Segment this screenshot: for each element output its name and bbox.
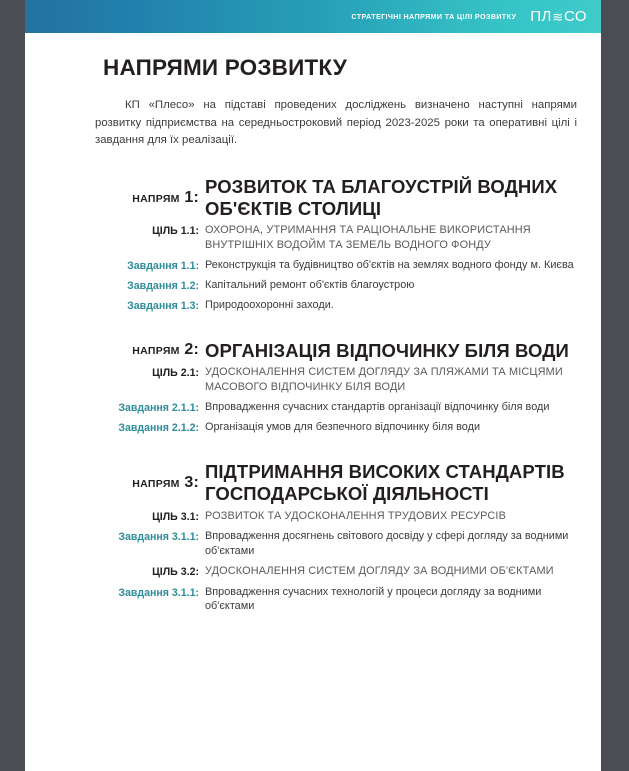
- direction-block: [47, 176, 579, 314]
- task-label: Завдання 3.1.1:: [118, 530, 199, 543]
- direction-label: [47, 189, 205, 207]
- task-row: [47, 585, 579, 614]
- direction-label-word: НАПРЯМ: [132, 192, 180, 205]
- header-tagline: СТРАТЕГІЧНІ НАПРЯМИ ТА ЦІЛІ РОЗВИТКУ: [351, 12, 517, 21]
- task-row: [47, 400, 579, 415]
- task-text: Впровадження сучасних стандартів організації відпочинку біля води: [205, 400, 550, 413]
- intro-paragraph: КП «Плесо» на підставі проведених досліджень визначено наступні напрями розвитку підприємства на середньостроковий період 2023-2025 роки та оперативні цілі і завдання для їх реалізації.: [95, 99, 577, 147]
- direction-label: [47, 474, 205, 492]
- task-label: Завдання 1.1:: [127, 259, 199, 272]
- goal-label: ЦІЛЬ 3.1:: [152, 510, 199, 523]
- direction-block: [47, 461, 579, 614]
- document-header-band: [25, 0, 601, 33]
- direction-title: РОЗВИТОК ТА БЛАГОУСТРІЙ ВОДНИХ ОБ'ЄКТІВ СТОЛИЦІ: [205, 176, 558, 219]
- direction-label-number: 2:: [179, 341, 199, 359]
- wave-icon: ≋: [552, 9, 564, 25]
- task-row: [47, 529, 579, 558]
- goal-label: ЦІЛЬ 2.1:: [152, 367, 199, 380]
- page-title: НАПРЯМИ РОЗВИТКУ: [103, 55, 348, 80]
- task-label: Завдання 1.2:: [127, 280, 199, 293]
- task-text: Реконструкція та будівництво об'єктів на землях водного фонду м. Києва: [205, 258, 574, 271]
- task-label: Завдання 3.1.1:: [118, 586, 199, 599]
- document-body: [25, 55, 601, 614]
- direction-label: [47, 341, 205, 359]
- direction-label-word: НАПРЯМ: [132, 345, 180, 358]
- direction-heading: [47, 176, 579, 219]
- document-page: [25, 0, 601, 771]
- goal-label: ЦІЛЬ 1.1:: [152, 225, 199, 238]
- task-row: [47, 278, 579, 293]
- task-text: Впровадження сучасних технологій у процеси догляду за водними об'єктами: [205, 585, 542, 613]
- direction-heading: [47, 340, 579, 362]
- directions-list: [47, 176, 579, 614]
- logo-text-right: СО: [564, 8, 587, 25]
- task-row: [47, 420, 579, 435]
- pleso-logo: [530, 8, 587, 25]
- goal-row: [47, 509, 579, 524]
- direction-label-word: НАПРЯМ: [132, 477, 180, 490]
- task-label: Завдання 2.1.2:: [118, 422, 199, 434]
- task-label: Завдання 1.3:: [127, 300, 199, 313]
- goal-text: ОХОРОНА, УТРИМАННЯ ТА РАЦІОНАЛЬНЕ ВИКОРИСТАННЯ ВНУТРІШНІХ ВОДОЙМ ТА ЗЕМЕЛЬ ВОДНОГО ФОНДУ: [205, 224, 531, 252]
- task-text: Впровадження досягнень світового досвіду у сфері догляду за водними об'єктами: [205, 529, 569, 557]
- direction-label-number: 3:: [179, 473, 199, 491]
- logo-text-left: ПЛ: [530, 8, 552, 25]
- task-text: Капітальний ремонт об'єктів благоустрою: [205, 279, 415, 292]
- direction-title: ПІДТРИМАННЯ ВИСОКИХ СТАНДАРТІВ ГОСПОДАРСЬКОЇ ДІЯЛЬНОСТІ: [205, 461, 565, 504]
- direction-block: [47, 340, 579, 436]
- task-text: Організація умов для безпечного відпочинку біля води: [205, 421, 481, 433]
- task-label: Завдання 2.1.1:: [118, 401, 199, 414]
- goal-row: [47, 223, 579, 252]
- task-row: [47, 298, 579, 313]
- goal-text: УДОСКОНАЛЕННЯ СИСТЕМ ДОГЛЯДУ ЗА ВОДНИМИ ОБ'ЄКТАМИ: [205, 565, 554, 578]
- task-row: [47, 258, 579, 273]
- goal-text: РОЗВИТОК ТА УДОСКОНАЛЕННЯ ТРУДОВИХ РЕСУРСІВ: [205, 509, 507, 522]
- task-text: Природоохоронні заходи.: [205, 299, 334, 312]
- goal-row: [47, 365, 579, 394]
- direction-title: ОРГАНІЗАЦІЯ ВІДПОЧИНКУ БІЛЯ ВОДИ: [205, 339, 569, 361]
- direction-heading: [47, 461, 579, 504]
- goal-row: [47, 564, 579, 579]
- goal-text: УДОСКОНАЛЕННЯ СИСТЕМ ДОГЛЯДУ ЗА ПЛЯЖАМИ ТА МІСЦЯМИ МАСОВОГО ВІДПОЧИНКУ БІЛЯ ВОДИ: [205, 366, 563, 393]
- direction-label-number: 1:: [179, 188, 199, 206]
- goal-label: ЦІЛЬ 3.2:: [152, 566, 199, 579]
